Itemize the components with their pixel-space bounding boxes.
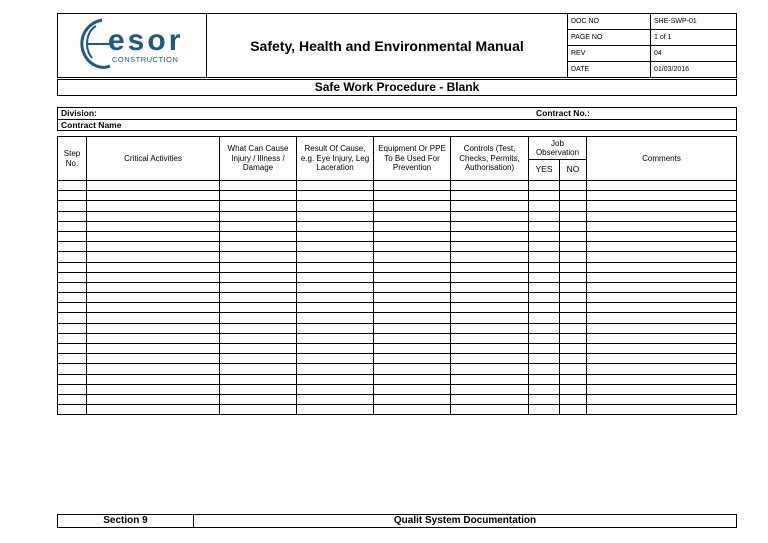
table-row: [58, 272, 737, 282]
table-cell[interactable]: [220, 323, 297, 333]
table-cell[interactable]: [529, 333, 560, 343]
table-cell[interactable]: [451, 405, 529, 415]
page-footer: [57, 514, 737, 528]
table-cell[interactable]: [297, 293, 374, 303]
table-cell[interactable]: [220, 181, 297, 191]
table-cell[interactable]: [587, 201, 737, 211]
table-cell[interactable]: [451, 323, 529, 333]
table-cell[interactable]: [529, 191, 560, 201]
table-cell[interactable]: [220, 354, 297, 364]
table-cell[interactable]: [374, 313, 451, 323]
table-cell[interactable]: [58, 221, 87, 231]
table-cell[interactable]: [587, 181, 737, 191]
table-cell[interactable]: [374, 303, 451, 313]
table-cell[interactable]: [58, 354, 87, 364]
table-cell[interactable]: [220, 333, 297, 343]
meta-value: 01/03/2016: [654, 66, 690, 73]
table-row: [58, 262, 737, 272]
table-cell[interactable]: [529, 374, 560, 384]
table-cell[interactable]: [587, 262, 737, 272]
table-cell[interactable]: [58, 282, 87, 292]
table-cell[interactable]: [560, 181, 587, 191]
table-cell[interactable]: [87, 354, 220, 364]
table-cell[interactable]: [560, 323, 587, 333]
table-row: [58, 242, 737, 252]
table-cell[interactable]: [374, 364, 451, 374]
table-cell[interactable]: [374, 191, 451, 201]
table-cell[interactable]: [451, 293, 529, 303]
table-cell[interactable]: [374, 181, 451, 191]
table-row: [58, 191, 737, 201]
table-cell[interactable]: [529, 201, 560, 211]
table-cell[interactable]: [58, 272, 87, 282]
table-row: [58, 354, 737, 364]
table-cell[interactable]: [560, 201, 587, 211]
contract-info-block: [57, 107, 737, 131]
table-cell[interactable]: [220, 231, 297, 241]
table-cell[interactable]: [529, 282, 560, 292]
table-cell[interactable]: [220, 313, 297, 323]
table-cell[interactable]: [451, 333, 529, 343]
table-cell[interactable]: [87, 211, 220, 221]
table-cell[interactable]: [374, 394, 451, 404]
table-cell[interactable]: [560, 282, 587, 292]
table-cell[interactable]: [297, 333, 374, 343]
procedure-title: Safe Work Procedure - Blank: [57, 79, 737, 96]
col-job-observation: Job Observation: [529, 137, 587, 160]
table-cell[interactable]: [374, 384, 451, 394]
table-cell[interactable]: [529, 303, 560, 313]
doc-meta-cell: [568, 14, 737, 78]
table-row: [58, 201, 737, 211]
table-cell[interactable]: [58, 323, 87, 333]
table-cell[interactable]: [374, 272, 451, 282]
table-cell[interactable]: [374, 231, 451, 241]
table-cell[interactable]: [560, 364, 587, 374]
table-cell[interactable]: [560, 344, 587, 354]
table-cell[interactable]: [220, 211, 297, 221]
table-cell[interactable]: [220, 394, 297, 404]
table-cell[interactable]: [560, 191, 587, 201]
table-cell[interactable]: [529, 272, 560, 282]
company-logo-cell: [58, 14, 207, 78]
table-cell[interactable]: [220, 201, 297, 211]
meta-label: PAGE NO: [568, 30, 651, 46]
table-cell[interactable]: [58, 374, 87, 384]
table-cell[interactable]: [451, 364, 529, 374]
table-cell[interactable]: [87, 191, 220, 201]
meta-row: [568, 62, 736, 78]
table-cell[interactable]: [58, 191, 87, 201]
table-cell[interactable]: [220, 344, 297, 354]
table-cell[interactable]: [587, 252, 737, 262]
table-cell[interactable]: [87, 221, 220, 231]
table-cell[interactable]: [374, 282, 451, 292]
table-cell[interactable]: [587, 303, 737, 313]
table-cell[interactable]: [297, 221, 374, 231]
table-cell[interactable]: [58, 262, 87, 272]
table-cell[interactable]: [220, 303, 297, 313]
table-cell[interactable]: [297, 262, 374, 272]
table-cell[interactable]: [451, 211, 529, 221]
table-cell[interactable]: [560, 374, 587, 384]
logo-wordmark: esor: [108, 24, 184, 57]
table-cell[interactable]: [87, 252, 220, 262]
table-cell[interactable]: [58, 303, 87, 313]
table-cell[interactable]: [587, 394, 737, 404]
table-cell[interactable]: [529, 242, 560, 252]
table-cell[interactable]: [87, 272, 220, 282]
table-cell[interactable]: [374, 242, 451, 252]
table-cell[interactable]: [560, 211, 587, 221]
table-cell[interactable]: [560, 262, 587, 272]
table-cell[interactable]: [451, 282, 529, 292]
table-cell[interactable]: [587, 293, 737, 303]
table-cell[interactable]: [374, 323, 451, 333]
table-cell[interactable]: [587, 211, 737, 221]
table-cell[interactable]: [587, 242, 737, 252]
table-cell[interactable]: [297, 252, 374, 262]
table-cell[interactable]: [87, 242, 220, 252]
meta-row: [568, 46, 736, 62]
table-cell[interactable]: [87, 394, 220, 404]
table-cell[interactable]: [560, 394, 587, 404]
table-cell[interactable]: [560, 303, 587, 313]
table-cell[interactable]: [87, 282, 220, 292]
meta-label: REV: [568, 46, 651, 62]
table-cell[interactable]: [58, 313, 87, 323]
table-cell[interactable]: [587, 231, 737, 241]
table-cell[interactable]: [529, 293, 560, 303]
table-cell[interactable]: [297, 231, 374, 241]
table-cell[interactable]: [58, 344, 87, 354]
table-cell[interactable]: [87, 364, 220, 374]
table-cell[interactable]: [87, 374, 220, 384]
col-controls: Controls (Test, Checks, Permits, Authorisation): [451, 137, 529, 181]
table-cell[interactable]: [220, 191, 297, 201]
table-cell[interactable]: [87, 405, 220, 415]
table-cell[interactable]: [297, 384, 374, 394]
table-cell[interactable]: [58, 231, 87, 241]
table-cell[interactable]: [297, 405, 374, 415]
table-cell[interactable]: [451, 354, 529, 364]
table-cell[interactable]: [58, 242, 87, 252]
table-cell[interactable]: [560, 252, 587, 262]
table-cell[interactable]: [87, 303, 220, 313]
table-cell[interactable]: [220, 262, 297, 272]
contract-name-label: Contract Name: [61, 120, 122, 130]
table-cell[interactable]: [560, 354, 587, 364]
doc-meta-table: [568, 14, 736, 77]
table-cell[interactable]: [587, 405, 737, 415]
table-cell[interactable]: [451, 394, 529, 404]
table-cell[interactable]: [529, 394, 560, 404]
table-row: [58, 344, 737, 354]
logo-subtext: CONSTRUCTION: [112, 55, 179, 64]
table-cell[interactable]: [587, 323, 737, 333]
table-cell[interactable]: [374, 405, 451, 415]
table-row: [58, 374, 737, 384]
table-cell[interactable]: [374, 201, 451, 211]
table-cell[interactable]: [297, 201, 374, 211]
table-row: [58, 231, 737, 241]
table-cell[interactable]: [529, 262, 560, 272]
table-cell[interactable]: [297, 313, 374, 323]
table-cell[interactable]: [297, 282, 374, 292]
table-cell[interactable]: [529, 344, 560, 354]
document-header: [57, 13, 737, 78]
table-cell[interactable]: [529, 354, 560, 364]
table-row: [58, 313, 737, 323]
meta-value: SHE-SWP-01: [651, 14, 737, 30]
table-cell[interactable]: [87, 293, 220, 303]
table-cell[interactable]: [220, 364, 297, 374]
table-cell[interactable]: [529, 211, 560, 221]
table-cell[interactable]: [560, 313, 587, 323]
table-cell[interactable]: [87, 344, 220, 354]
meta-value: 1 of 1: [651, 30, 737, 46]
table-cell[interactable]: [297, 323, 374, 333]
procedure-table: [57, 136, 737, 415]
meta-value: 04: [651, 46, 737, 62]
table-cell[interactable]: [297, 364, 374, 374]
table-cell[interactable]: [297, 303, 374, 313]
table-row: [58, 405, 737, 415]
table-row: [58, 333, 737, 343]
table-cell[interactable]: [297, 191, 374, 201]
division-label: Division:: [61, 108, 97, 118]
table-cell[interactable]: [297, 181, 374, 191]
table-cell[interactable]: [451, 252, 529, 262]
table-cell[interactable]: [58, 201, 87, 211]
col-critical-activities: Critical Activities: [87, 137, 220, 181]
table-cell[interactable]: [87, 231, 220, 241]
table-cell[interactable]: [587, 272, 737, 282]
table-cell[interactable]: [58, 293, 87, 303]
table-row: [58, 293, 737, 303]
table-cell[interactable]: [58, 364, 87, 374]
table-cell[interactable]: [587, 333, 737, 343]
table-cell[interactable]: [220, 242, 297, 252]
table-cell[interactable]: [374, 252, 451, 262]
col-result-of-cause: Result Of Cause, e.g. Eye Injury, Leg Laceration: [297, 137, 374, 181]
table-cell[interactable]: [451, 201, 529, 211]
table-cell[interactable]: [87, 262, 220, 272]
contract-no-label: Contract No.:: [536, 108, 590, 118]
table-cell[interactable]: [587, 221, 737, 231]
meta-row: [568, 14, 736, 30]
table-cell[interactable]: [297, 242, 374, 252]
table-cell[interactable]: [58, 394, 87, 404]
table-cell[interactable]: [374, 211, 451, 221]
table-row: [58, 282, 737, 292]
table-cell[interactable]: [529, 181, 560, 191]
table-cell[interactable]: [374, 333, 451, 343]
table-row: [58, 384, 737, 394]
table-cell[interactable]: [297, 394, 374, 404]
table-cell[interactable]: [560, 384, 587, 394]
table-cell[interactable]: [587, 374, 737, 384]
table-cell[interactable]: [451, 374, 529, 384]
table-cell[interactable]: [529, 252, 560, 262]
manual-title: Safety, Health and Environmental Manual: [207, 14, 568, 78]
division-row: [58, 108, 736, 120]
table-cell[interactable]: [451, 384, 529, 394]
table-cell[interactable]: [451, 242, 529, 252]
table-row: [58, 394, 737, 404]
table-cell[interactable]: [560, 242, 587, 252]
table-cell[interactable]: [87, 384, 220, 394]
table-cell[interactable]: [220, 252, 297, 262]
table-cell[interactable]: [87, 313, 220, 323]
table-cell[interactable]: [58, 181, 87, 191]
table-cell[interactable]: [451, 231, 529, 241]
meta-label: DATE: [568, 62, 651, 78]
table-cell[interactable]: [374, 344, 451, 354]
table-cell[interactable]: [220, 272, 297, 282]
table-row: [58, 364, 737, 374]
table-cell[interactable]: [587, 354, 737, 364]
table-row: [58, 181, 737, 191]
table-cell[interactable]: [87, 323, 220, 333]
table-cell[interactable]: [529, 231, 560, 241]
table-row: [58, 303, 737, 313]
meta-label: DOC NO: [568, 14, 651, 30]
col-yes: YES: [529, 160, 560, 181]
table-row: [58, 323, 737, 333]
table-cell[interactable]: [529, 364, 560, 374]
col-step-no: Step No.: [58, 137, 87, 181]
table-cell[interactable]: [529, 313, 560, 323]
table-cell[interactable]: [587, 313, 737, 323]
table-cell[interactable]: [560, 272, 587, 282]
table-cell[interactable]: [297, 354, 374, 364]
table-cell[interactable]: [587, 384, 737, 394]
table-row: [58, 252, 737, 262]
table-cell[interactable]: [451, 221, 529, 231]
table-row: [58, 211, 737, 221]
table-cell[interactable]: [451, 303, 529, 313]
table-cell[interactable]: [451, 313, 529, 323]
table-cell[interactable]: [58, 405, 87, 415]
table-cell[interactable]: [220, 282, 297, 292]
table-cell[interactable]: [220, 293, 297, 303]
table-cell[interactable]: [220, 405, 297, 415]
table-cell[interactable]: [560, 333, 587, 343]
table-cell[interactable]: [374, 354, 451, 364]
table-cell[interactable]: [374, 262, 451, 272]
table-body: [58, 181, 737, 415]
col-equipment: Equipment Or PPE To Be Used For Prevention: [374, 137, 451, 181]
footer-section: Section 9: [58, 515, 194, 528]
table-cell[interactable]: [587, 191, 737, 201]
esor-logo: [72, 16, 192, 70]
table-cell[interactable]: [374, 293, 451, 303]
table-cell[interactable]: [451, 272, 529, 282]
table-cell[interactable]: [297, 374, 374, 384]
table-cell[interactable]: [58, 211, 87, 221]
table-cell[interactable]: [87, 201, 220, 211]
table-cell[interactable]: [87, 181, 220, 191]
table-cell[interactable]: [529, 323, 560, 333]
table-row: [58, 221, 737, 231]
table-cell[interactable]: [529, 221, 560, 231]
meta-row: [568, 30, 736, 46]
table-cell[interactable]: [451, 181, 529, 191]
table-cell[interactable]: [529, 405, 560, 415]
table-cell[interactable]: [374, 374, 451, 384]
table-cell[interactable]: [451, 191, 529, 201]
table-cell[interactable]: [58, 384, 87, 394]
table-cell[interactable]: [451, 344, 529, 354]
table-cell[interactable]: [297, 211, 374, 221]
table-cell[interactable]: [58, 252, 87, 262]
col-what-can-cause: What Can Cause Injury / Illness / Damage: [220, 137, 297, 181]
footer-doc-type: Qualit System Documentation: [194, 515, 737, 528]
table-cell[interactable]: [451, 262, 529, 272]
table-cell[interactable]: [374, 221, 451, 231]
table-cell[interactable]: [560, 231, 587, 241]
table-cell[interactable]: [220, 221, 297, 231]
table-cell[interactable]: [587, 364, 737, 374]
col-no: NO: [560, 160, 587, 181]
table-cell[interactable]: [220, 384, 297, 394]
col-comments: Comments: [587, 137, 737, 181]
table-cell[interactable]: [529, 384, 560, 394]
table-cell[interactable]: [297, 272, 374, 282]
table-cell[interactable]: [560, 293, 587, 303]
table-cell[interactable]: [560, 221, 587, 231]
table-cell[interactable]: [297, 344, 374, 354]
table-cell[interactable]: [560, 405, 587, 415]
table-cell[interactable]: [87, 333, 220, 343]
table-cell[interactable]: [587, 344, 737, 354]
table-cell[interactable]: [58, 333, 87, 343]
table-cell[interactable]: [587, 282, 737, 292]
table-cell[interactable]: [220, 374, 297, 384]
